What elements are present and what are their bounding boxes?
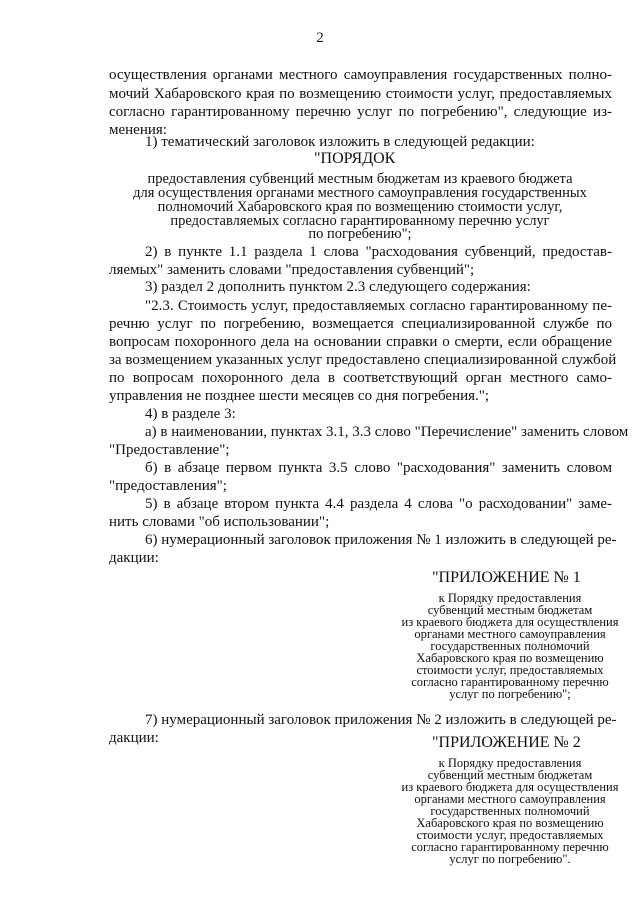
appendix-1-line: из краевого бюджета для осуществления bbox=[401, 615, 619, 629]
title-line: для осуществления органами местного самоуправления государственных bbox=[133, 185, 587, 201]
title-line: по погребению"; bbox=[308, 226, 412, 242]
appendix-1-line: стоимости услуг, предоставляемых bbox=[416, 663, 604, 677]
item-4a-line: "Предоставление"; bbox=[109, 442, 230, 458]
item-3-text-line: речню услуг по погребению, возмещается специализированной службе по bbox=[109, 316, 612, 332]
item-7-line: дакции: bbox=[109, 730, 159, 746]
item-2-line: 2) в пункте 1.1 раздела 1 слова "расходования субвенций, предостав- bbox=[145, 244, 612, 260]
appendix-2-title: "ПРИЛОЖЕНИЕ № 2 bbox=[432, 734, 581, 751]
appendix-2-line: Хабаровского края по возмещению bbox=[416, 816, 604, 830]
appendix-2-line: из краевого бюджета для осуществления bbox=[401, 780, 619, 794]
item-4: 4) в разделе 3: bbox=[145, 406, 236, 422]
item-2-line: ляемых" заменить словами "предоставления субвенций"; bbox=[109, 262, 475, 278]
appendix-2-line: органами местного самоуправления bbox=[414, 792, 606, 806]
intro-line: согласно гарантированному перечню услуг по погребению", следующие из- bbox=[109, 104, 612, 120]
intro-line: менения: bbox=[109, 122, 167, 138]
item-3-text-line: вопросам похоронного дела на основании справки о смерти, если обращение bbox=[109, 334, 612, 350]
appendix-1-line: органами местного самоуправления bbox=[414, 627, 606, 641]
appendix-2-line: услуг по погребению". bbox=[449, 852, 571, 866]
item-1: 1) тематический заголовок изложить в следующей редакции: bbox=[145, 134, 535, 150]
item-4b-line: "предоставления"; bbox=[109, 478, 227, 494]
item-7-line: 7) нумерационный заголовок приложения № 2 изложить в следующей ре- bbox=[145, 712, 617, 728]
appendix-1-line: субвенций местным бюджетам bbox=[427, 603, 593, 617]
item-4a-line: а) в наименовании, пунктах 3.1, 3.3 слово "Перечисление" заменить словом bbox=[145, 424, 629, 440]
appendix-1-line: согласно гарантированному перечню bbox=[411, 675, 609, 689]
item-3-text-line: управления не позднее шести месяцев со дня погребения."; bbox=[109, 388, 490, 404]
item-5-line: нить словами "об использовании"; bbox=[109, 514, 330, 530]
heading-poryadok: "ПОРЯДОК bbox=[314, 150, 396, 167]
intro-line: мочий Хабаровского края по возмещению стоимости услуг, предоставляемых bbox=[109, 86, 612, 102]
appendix-1-line: к Порядку предоставления bbox=[438, 591, 582, 605]
intro-line: осуществления органами местного самоуправления государственных полно- bbox=[109, 67, 612, 83]
appendix-2-line: согласно гарантированному перечню bbox=[411, 840, 609, 854]
item-3-text-line: по вопросам похоронного дела в соответствующий орган местного само- bbox=[109, 370, 612, 386]
title-line: предоставляемых согласно гарантированному перечню услуг bbox=[170, 213, 550, 229]
appendix-2-line: к Порядку предоставления bbox=[438, 756, 582, 770]
item-6-line: 6) нумерационный заголовок приложения № 1 изложить в следующей ре- bbox=[145, 532, 617, 548]
item-3-text-line: "2.3. Стоимость услуг, предоставляемых согласно гарантированному пе- bbox=[145, 298, 612, 314]
page-number: 2 bbox=[316, 30, 324, 46]
title-line: полномочий Хабаровского края по возмещению стоимости услуг, bbox=[157, 199, 563, 215]
appendix-1-title: "ПРИЛОЖЕНИЕ № 1 bbox=[432, 569, 581, 586]
appendix-1-line: государственных полномочий bbox=[430, 639, 590, 653]
appendix-2-line: стоимости услуг, предоставляемых bbox=[416, 828, 604, 842]
appendix-2-line: субвенций местным бюджетам bbox=[427, 768, 593, 782]
appendix-1-line: Хабаровского края по возмещению bbox=[416, 651, 604, 665]
item-3-text-line: за возмещением указанных услуг предоставлено специализированной службой bbox=[109, 352, 617, 368]
item-4b-line: б) в абзаце первом пункта 3.5 слово "расходования" заменить словом bbox=[145, 460, 612, 476]
item-3: 3) раздел 2 дополнить пунктом 2.3 следующего содержания: bbox=[145, 279, 531, 295]
item-6-line: дакции: bbox=[109, 550, 159, 566]
title-line: предоставления субвенций местным бюджетам из краевого бюджета bbox=[147, 171, 573, 187]
appendix-2-line: государственных полномочий bbox=[430, 804, 590, 818]
appendix-1-line: услуг по погребению"; bbox=[449, 687, 571, 701]
item-5-line: 5) в абзаце втором пункта 4.4 раздела 4 слова "о расходовании" заме- bbox=[145, 496, 612, 512]
